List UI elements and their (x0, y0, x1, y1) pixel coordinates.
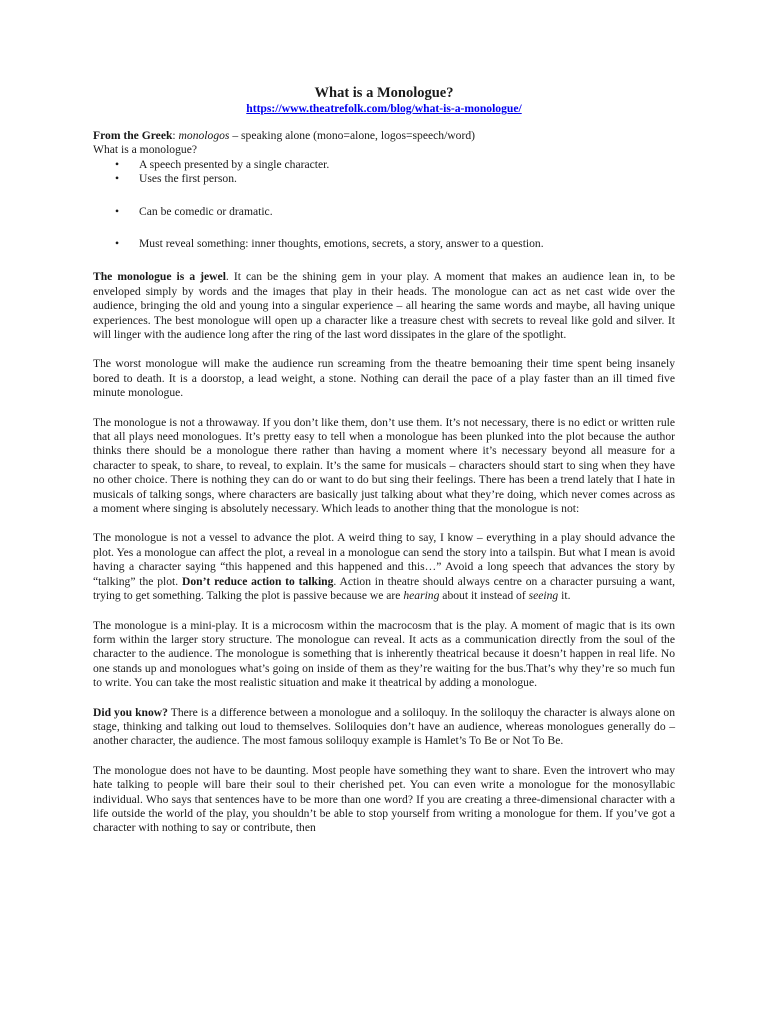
paragraph-did-you-know: Did you know? There is a difference between a monologue and a soliloquy. In the soliloquy the character is always alone on stage, thinking and talking out loud to themselves. Soliloquies don’t have an audience, whereas monologues generally do – another character, the audience. The most famous soliloquy example is Hamlet’s To Be or Not To Be. (93, 705, 675, 748)
paragraph-throwaway: The monologue is not a throwaway. If you don’t like them, don’t use them. It’s not necessary, there is no edict or written rule that all plays need monologues. It’s pretty easy to tell when a monologue has been plunked into the plot because the author thinks there should be a monologue there rather than having a moment where it’s necessary beyond all measure for a character to speak, to share, to reveal, to explain. It’s the same for musicals – characters should start to sing when they have no other choice. There is nothing they can do or want to do but sing their feelings. There has been a trend lately that I hate in musicals of talking songs, where characters are basically just talking about what they’re doing, which never comes across as a moment where singing is absolutely necessary. Which leads to another thing that the monologue is not: (93, 415, 675, 516)
paragraph-jewel: The monologue is a jewel. It can be the shining gem in your play. A moment that makes an audience lean in, to be enveloped simply by words and the images that play in their heads. The monologue can act as net cast wide over the audience, bringing the old and young into a singular experience – all hearing the same words and maybe, all having unique experiences. The best monologue will open up a character like a treasure chest with secrets to reveal like gold and silver. It will linger with the audience long after the ring of the last word dissipates in the glare of the spotlight. (93, 270, 675, 341)
bullet-icon: • (115, 172, 120, 186)
paragraph-mini-play: The monologue is a mini-play. It is a microcosm within the macrocosm that is the play. A moment of magic that is its own form within the larger story structure. The monologue can reveal. It acts as a communication directly from the soul of the character to the audience. The monologue is something that is inherently theatrical because it doesn’t happen in real life. No one stands up and monologues what’s going on inside of them as they’re waiting for the bus.That’s why they’re so much fun to write. You can take the most realistic situation and make it theatrical by adding a monologue. (93, 618, 675, 690)
question-line: What is a monologue? (93, 143, 197, 157)
list-item: • Must reveal something: inner thoughts, emotions, secrets, a story, answer to a question. (115, 236, 544, 250)
bullet-icon: • (115, 236, 120, 250)
origin-rest: – speaking alone (mono=alone, logos=speech/word) (229, 129, 475, 142)
paragraph-daunting: The monologue does not have to be daunting. Most people have something they want to share. Even the introvert who may hate talking to people will bare their soul to their cherished pet. You can even write a monologue for the monosyllabic individual. Who says that sentences have to be more than one word? If you are creating a three-dimensional character with a life outside the world of the play, you shouldn’t be able to stop yourself from writing a monologue for them. If you’ve got a character with nothing to say or contribute, then (93, 763, 675, 835)
origin-line (93, 129, 675, 143)
source-link[interactable]: https://www.theatrefolk.com/blog/what-is-a-monologue/ (246, 102, 522, 115)
did-you-know-lead: Did you know? (93, 705, 168, 719)
list-item: • Uses the first person. (115, 172, 237, 186)
source-url (93, 102, 675, 116)
list-item: • Can be comedic or dramatic. (115, 204, 273, 218)
jewel-lead: The monologue is a jewel (93, 270, 226, 284)
paragraph-worst: The worst monologue will make the audience run screaming from the theatre bemoaning their time spent being insanely bored to death. It is a doorstop, a lead weight, a stone. Nothing can derail the pace of a play faster than an ill timed five minute monologue. (93, 357, 675, 400)
page-title: What is a Monologue? (314, 85, 454, 101)
paragraph-vessel: The monologue is not a vessel to advance the plot. A weird thing to say, I know – everything in a play should advance the plot. Yes a monologue can affect the plot, a reveal in a monologue can send the story into a tailspin. But what I mean is avoid having a character saying “this happened and this happened and this…” Avoid a long speech that advances the story by “talking” the plot. Don’t reduce action to talking. Action in theatre should always centre on a character pursuing a want, trying to get something. Talking the plot is passive because we are hearing about it instead of seeing it. (93, 531, 675, 603)
definition-list (93, 158, 675, 252)
document-page (93, 84, 675, 836)
bullet-icon: • (115, 157, 120, 171)
bullet-icon: • (115, 204, 120, 218)
vessel-bold: Don’t reduce action to talking (181, 574, 334, 588)
list-item: • A speech presented by a single character. (115, 157, 330, 171)
origin-colon: : (172, 129, 179, 142)
origin-term: monologos (178, 129, 230, 142)
origin-label: From the Greek (93, 129, 173, 142)
